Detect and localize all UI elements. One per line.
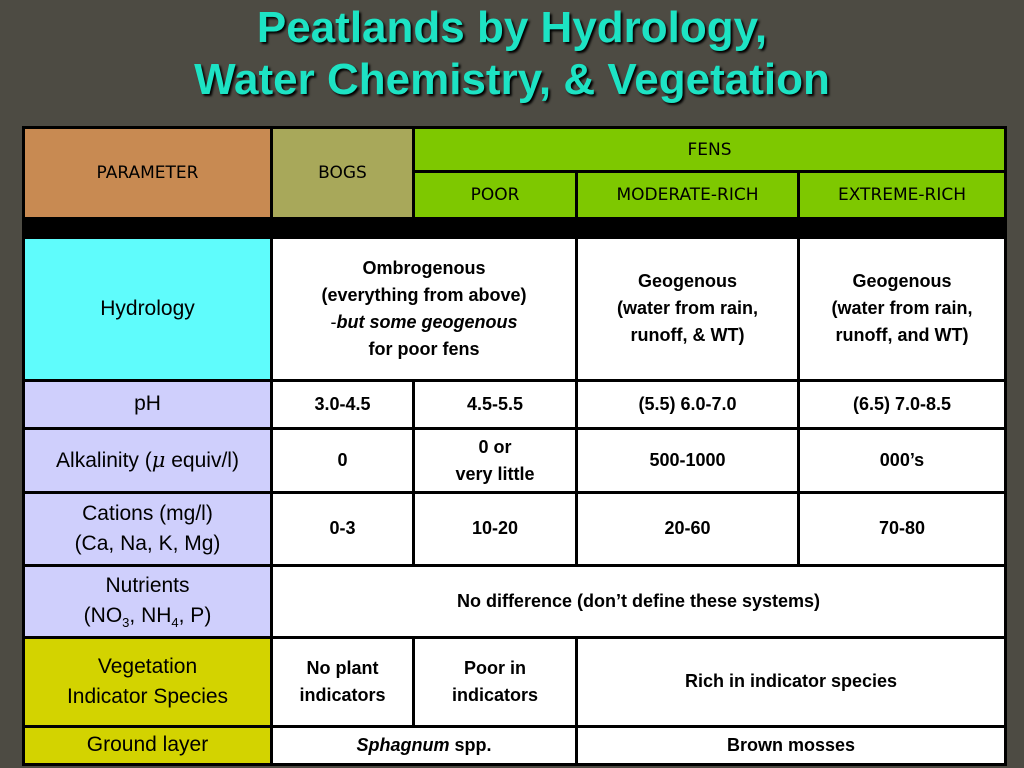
vegetation-label-line-2: Indicator Species: [66, 684, 229, 708]
hydrology-bogs-line-3: [277, 309, 571, 336]
hydrology-bogs-line-1: Ombrogenous: [362, 257, 486, 278]
vegetation-poor: [414, 638, 577, 727]
vegetation-poor-line-2: indicators: [451, 684, 539, 705]
vegetation-fens: Rich in indicator species: [577, 638, 1006, 727]
hydrology-bogs-line-2: (everything from above): [321, 284, 527, 305]
hydrology-bogs-line-4: for poor fens: [368, 338, 480, 359]
hydrology-extreme: [799, 237, 1006, 380]
alkalinity-poor-line-2: very little: [455, 463, 535, 484]
hydrology-moderate: [577, 237, 799, 380]
nutrients-no: (NO: [83, 604, 123, 628]
ph-extreme: (6.5) 7.0-8.5: [799, 380, 1006, 428]
peatlands-table: [22, 126, 1007, 766]
nutrients-label-line-1: Nutrients: [105, 574, 190, 598]
row-vegetation: [24, 638, 1006, 727]
nutrients-p: , P): [178, 604, 212, 628]
hydrology-extreme-line-3: runoff, and WT): [835, 325, 969, 346]
nutrients-sub-4: 4: [171, 615, 179, 631]
header-moderate-rich: MODERATE-RICH: [577, 172, 799, 218]
slide-title: [0, 2, 1024, 106]
hydrology-extreme-line-1: Geogenous: [852, 271, 952, 292]
alkalinity-bogs: 0: [272, 428, 414, 492]
separator-bar: [24, 218, 1006, 237]
row-nutrients: [24, 565, 1006, 637]
ground-fens: Brown mosses: [577, 726, 1006, 764]
row-hydrology: [24, 237, 1006, 380]
hydrology-geogenous-note: but some geogenous: [336, 311, 518, 332]
row-ground-layer: [24, 726, 1006, 764]
ground-bogs-poor: [272, 726, 577, 764]
vegetation-bogs: [272, 638, 414, 727]
header-extreme-rich: EXTREME-RICH: [799, 172, 1006, 218]
sphagnum-suffix: spp.: [449, 734, 492, 755]
alkalinity-label-post: equiv/l): [165, 449, 239, 473]
header-poor: POOR: [414, 172, 577, 218]
cations-extreme: 70-80: [799, 493, 1006, 565]
alkalinity-extreme: 000’s: [799, 428, 1006, 492]
alkalinity-poor-line-1: 0 or: [478, 436, 512, 457]
nutrients-nh: , NH: [129, 604, 172, 628]
title-line-1: Peatlands by Hydrology,: [256, 3, 768, 52]
row-alkalinity: [24, 428, 1006, 492]
label-nutrients: [24, 565, 272, 637]
cations-label-line-1: Cations (mg/l): [82, 501, 213, 525]
row-ph: [24, 380, 1006, 428]
label-ph: pH: [24, 380, 272, 428]
label-alkalinity: [24, 428, 272, 492]
hydrology-extreme-line-2: (water from rain,: [831, 298, 973, 319]
vegetation-poor-line-1: Poor in: [464, 657, 526, 678]
cations-label-line-2: (Ca, Na, K, Mg): [74, 531, 221, 555]
header-bogs: BOGS: [272, 128, 414, 219]
alkalinity-poor: [414, 428, 577, 492]
header-row-1: [24, 128, 1006, 172]
cations-poor: 10-20: [414, 493, 577, 565]
hydrology-dash: -: [330, 311, 337, 332]
hydrology-moderate-line-1: Geogenous: [637, 271, 737, 292]
header-parameter: PARAMETER: [24, 128, 272, 219]
sphagnum-genus: Sphagnum: [356, 734, 450, 755]
ph-moderate: (5.5) 6.0-7.0: [577, 380, 799, 428]
header-fens: FENS: [414, 128, 1006, 172]
vegetation-bogs-line-1: No plant: [306, 657, 379, 678]
label-vegetation: [24, 638, 272, 727]
label-hydrology: Hydrology: [24, 237, 272, 380]
mu-symbol: μ: [151, 448, 166, 473]
cations-bogs: 0-3: [272, 493, 414, 565]
vegetation-label-line-1: Vegetation: [97, 654, 198, 678]
ph-poor: 4.5-5.5: [414, 380, 577, 428]
label-ground-layer: Ground layer: [24, 726, 272, 764]
nutrients-label-line-2: [29, 601, 266, 631]
hydrology-moderate-line-3: runoff, & WT): [630, 325, 745, 346]
alkalinity-label-pre: Alkalinity (: [56, 449, 152, 473]
nutrients-sub-3: 3: [122, 615, 130, 631]
ph-bogs: 3.0-4.5: [272, 380, 414, 428]
hydrology-bogs-poor: [272, 237, 577, 380]
alkalinity-moderate: 500-1000: [577, 428, 799, 492]
cations-moderate: 20-60: [577, 493, 799, 565]
separator-row: [24, 218, 1006, 237]
nutrients-value: No difference (don’t define these systems): [272, 565, 1006, 637]
hydrology-moderate-line-2: (water from rain,: [616, 298, 759, 319]
title-line-2: Water Chemistry, & Vegetation: [194, 55, 830, 104]
row-cations: [24, 493, 1006, 565]
label-cations: [24, 493, 272, 565]
vegetation-bogs-line-2: indicators: [299, 684, 386, 705]
